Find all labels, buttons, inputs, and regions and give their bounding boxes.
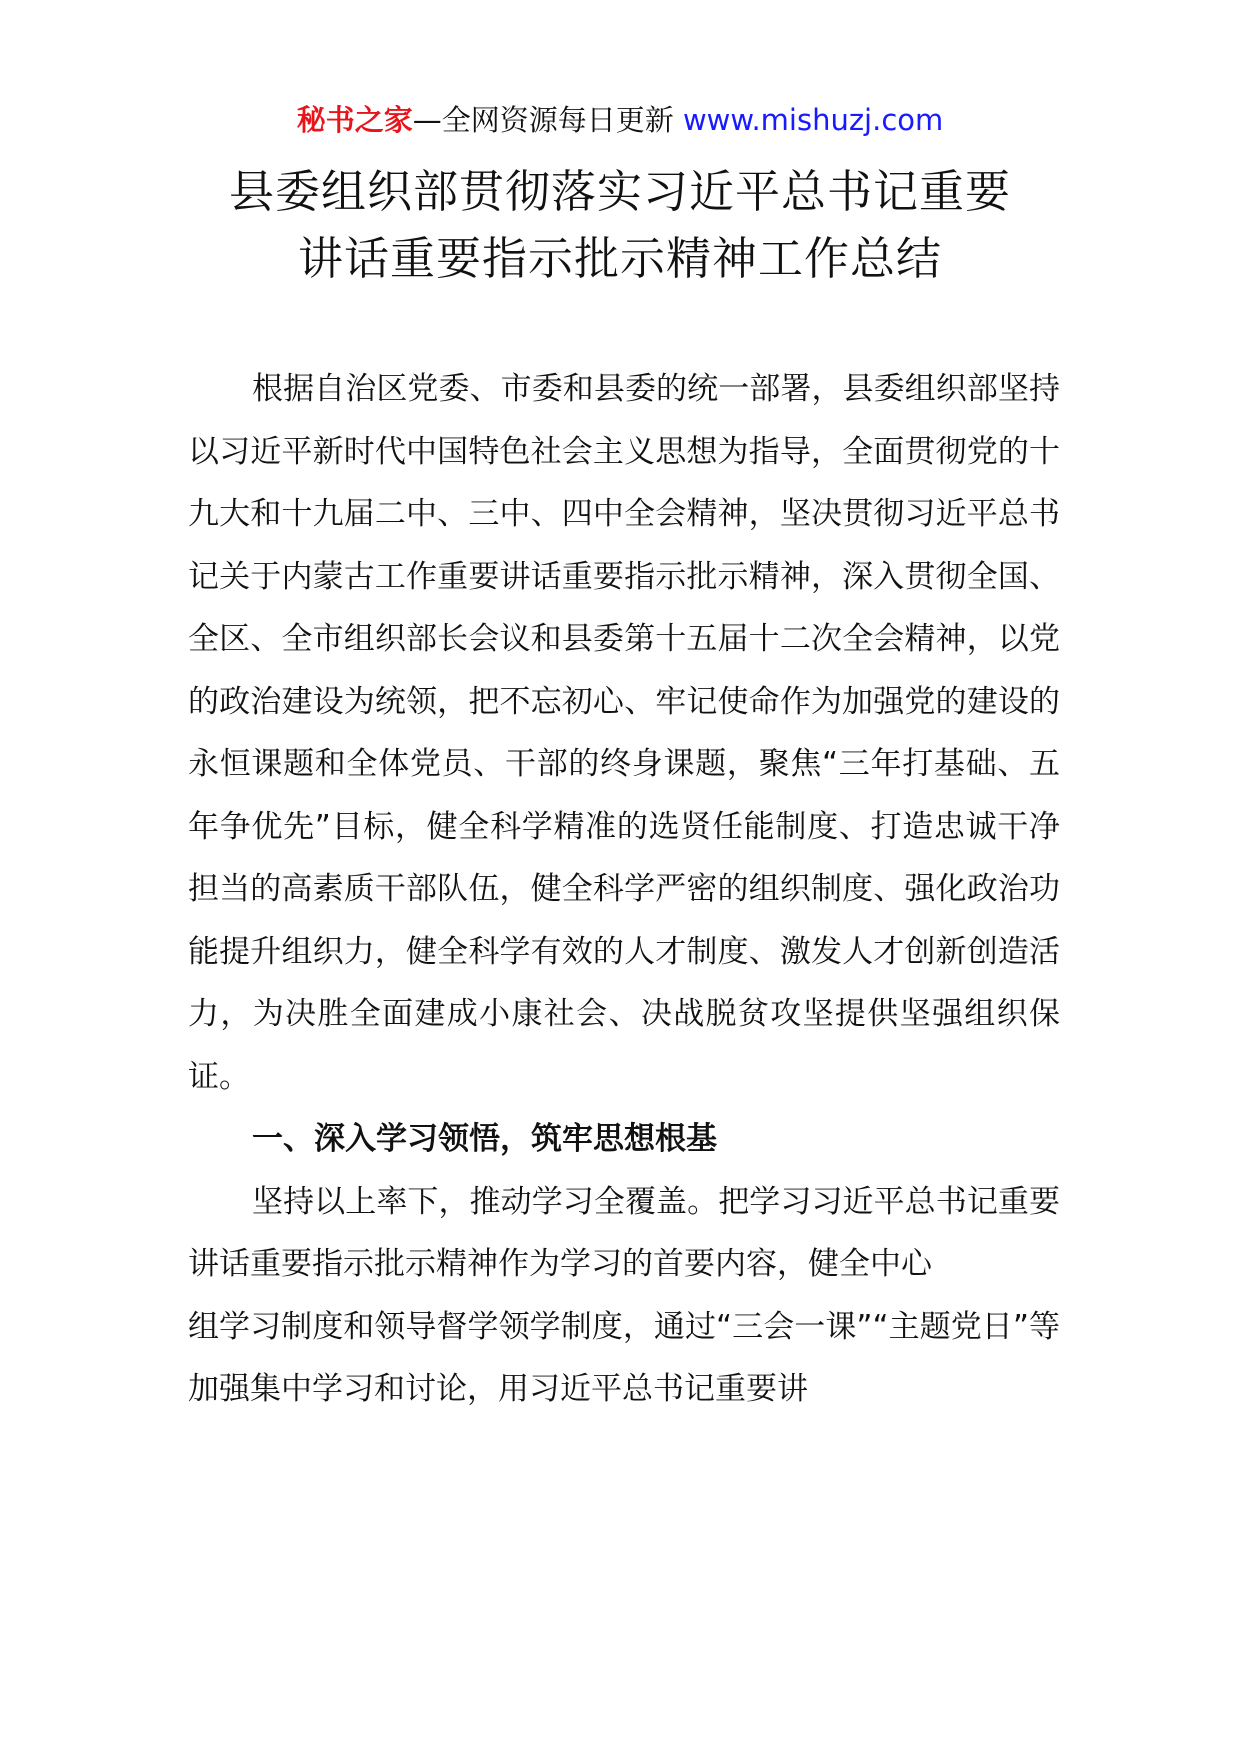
section-1-paragraph: 坚持以上率下，推动学习全覆盖。把学习习近平总书记重要讲话重要指示批示精神作为学习的首要内容，健全中心 <box>188 1183 1060 1282</box>
site-header <box>0 100 1240 140</box>
section-1-paragraph-continued: 组学习制度和领导督学领学制度，通过“三会一课”“主题党日”等加强集中学习和讨论，用习近平总书记重要讲 <box>188 1308 1060 1407</box>
section-heading-1: 一、深入学习领悟，筑牢思想根基 <box>252 1121 717 1157</box>
site-url-link[interactable]: www.mishuzj.com <box>682 103 944 137</box>
title-line-1: 县委组织部贯彻落实习近平总书记重要 <box>228 165 1011 218</box>
title-line-2: 讲话重要指示批示精神工作总结 <box>297 232 942 285</box>
document-body <box>188 358 1060 1421</box>
intro-paragraph: 根据自治区党委、市委和县委的统一部署，县委组织部坚持以习近平新时代中国特色社会主义思想为指导，全面贯彻党的十九大和十九届二中、三中、四中全会精神，坚决贯彻习近平总书记关于内蒙古工作重要讲话重要指示批示精神，深入贯彻全国、全区、全市组织部长会议和县委第十五届十二次全会精神，以党的政治建设为统领，把不忘初心、牢记使命作为加强党的建设的永恒课题和全体党员、干部的终身课题，聚焦“三年打基础、五年争优先”目标，健全科学精准的选贤任能制度、打造忠诚干净担当的高素质干部队伍，健全科学严密的组织制度、强化政治功能提升组织力，健全科学有效的人才制度、激发人才创新创造活力，为决胜全面建成小康社会、决战脱贫攻坚提供坚强组织保证。 <box>188 371 1060 1095</box>
document-title <box>0 158 1240 292</box>
site-brand: 秘书之家 <box>296 103 413 137</box>
site-tagline: —全网资源每日更新 <box>412 103 674 137</box>
